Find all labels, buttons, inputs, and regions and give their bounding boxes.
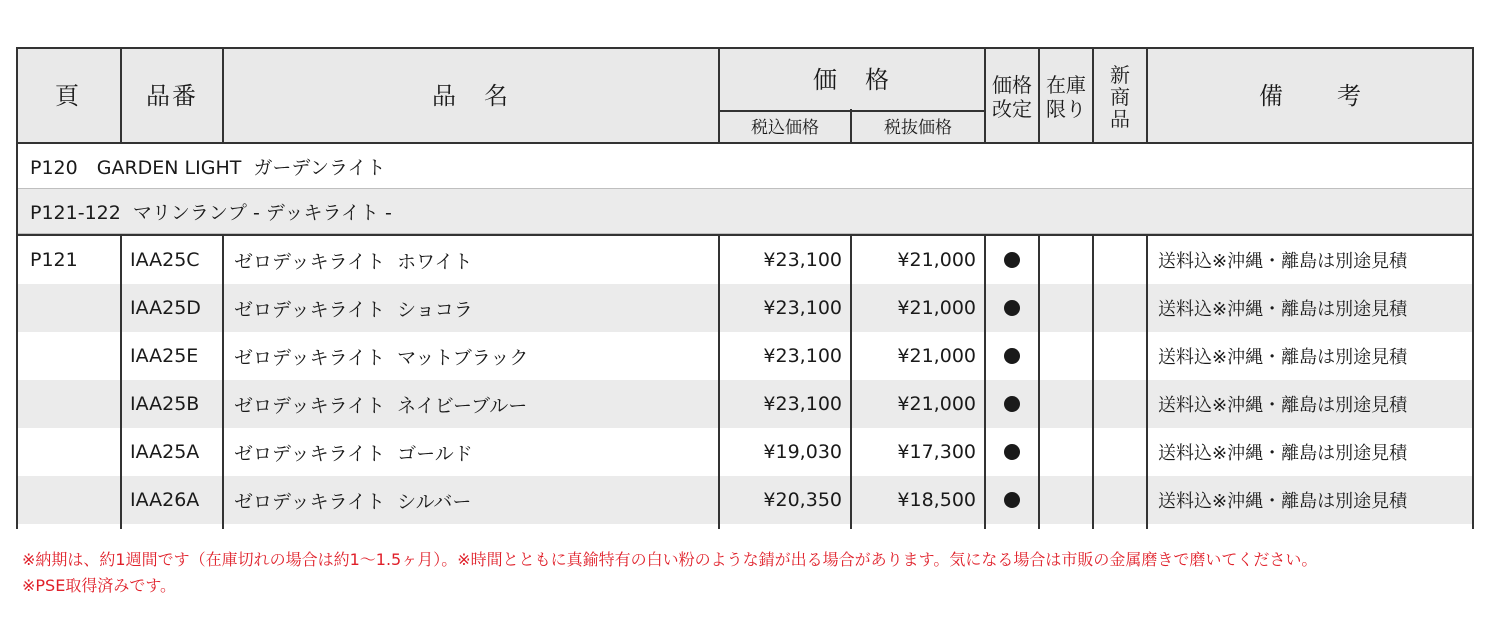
footnote-delivery: ※納期は、約1週間です（在庫切れの場合は約1〜1.5ヶ月）。※時間とともに真鍮特有の白い粉のような錆が出る場合があります。気になる場合は市販の金属磨きで磨いてください。	[22, 550, 1318, 569]
cell-name: ゼロデッキライト ショコラ	[234, 298, 473, 321]
section-marine-lamp	[16, 189, 1474, 234]
vline	[1146, 235, 1148, 529]
section-garden-light-label: P120 GARDEN LIGHT ガーデンライト	[30, 156, 386, 179]
vline	[850, 109, 852, 144]
section-bottom-rule	[16, 234, 1474, 236]
header-name	[224, 49, 718, 144]
header-price	[720, 49, 984, 111]
price-divider	[720, 110, 984, 112]
footnotes	[22, 547, 1317, 599]
section-garden-light	[16, 144, 1474, 189]
cell-tax-in: ¥23,100	[763, 249, 842, 271]
table-row	[16, 428, 1474, 476]
cell-page: P121	[30, 249, 78, 271]
cell-code: IAA25C	[130, 249, 200, 271]
cell-remarks: 送料込※沖縄・離島は別途見積	[1158, 395, 1408, 416]
header-page-label: 頁	[55, 82, 81, 111]
cell-remarks: 送料込※沖縄・離島は別途見積	[1158, 299, 1408, 320]
vline	[1092, 47, 1094, 144]
header-tax-ex-label: 税抜価格	[884, 117, 952, 138]
table-row	[16, 236, 1474, 284]
cell-code: IAA25A	[130, 441, 200, 463]
header-revised-line2: 改定	[992, 96, 1032, 121]
cell-tax-in: ¥23,100	[763, 345, 842, 367]
cell-remarks: 送料込※沖縄・離島は別途見積	[1158, 251, 1408, 272]
header-stock-line2: 限り	[1046, 96, 1086, 121]
header-stock	[1040, 49, 1092, 144]
cell-revised	[986, 380, 1038, 428]
table-header	[16, 47, 1474, 144]
header-new-line2: 商	[1110, 84, 1130, 109]
header-tax-in	[720, 112, 850, 144]
vline	[1472, 47, 1474, 144]
vline	[16, 144, 18, 235]
cell-tax-in: ¥20,350	[763, 489, 842, 511]
header-code-label: 品番	[146, 82, 198, 111]
table-row	[16, 284, 1474, 332]
header-stock-line1: 在庫	[1046, 72, 1086, 97]
revised-dot-icon	[1004, 492, 1020, 508]
cell-page	[30, 332, 118, 380]
vline	[222, 47, 224, 144]
vline	[850, 235, 852, 529]
cell-name: ゼロデッキライト ホワイト	[234, 250, 473, 273]
cell-tax-ex: ¥17,300	[897, 441, 976, 463]
cell-tax-ex: ¥21,000	[897, 345, 976, 367]
table-row	[16, 476, 1474, 524]
header-tax-ex	[852, 112, 984, 144]
cell-tax-ex: ¥21,000	[897, 393, 976, 415]
cell-remarks: 送料込※沖縄・離島は別途見積	[1158, 443, 1408, 464]
cell-name: ゼロデッキライト マットブラック	[234, 346, 529, 369]
vline	[1472, 235, 1474, 529]
vline	[1146, 47, 1148, 144]
cell-tax-ex: ¥21,000	[897, 249, 976, 271]
cell-name: ゼロデッキライト ゴールド	[234, 442, 473, 465]
vline	[984, 235, 986, 529]
header-new	[1094, 49, 1146, 144]
section-marine-lamp-label: P121-122 マリンランプ - デッキライト -	[30, 201, 392, 224]
vline	[120, 47, 122, 144]
header-name-label: 品 名	[432, 82, 510, 111]
revised-dot-icon	[1004, 300, 1020, 316]
header-new-line1: 新	[1110, 62, 1130, 87]
header-revised-line1: 価格	[992, 72, 1032, 97]
header-code	[122, 49, 222, 144]
cell-revised	[986, 284, 1038, 332]
vline	[718, 235, 720, 529]
vline	[222, 235, 224, 529]
vline	[120, 235, 122, 529]
cell-tax-in: ¥19,030	[763, 441, 842, 463]
table-row	[16, 380, 1474, 428]
vline	[1038, 235, 1040, 529]
revised-dot-icon	[1004, 444, 1020, 460]
cell-page	[30, 428, 118, 476]
cell-tax-in: ¥23,100	[763, 393, 842, 415]
header-page	[16, 49, 120, 144]
header-remarks-label: 備 考	[1259, 82, 1363, 111]
vline	[718, 47, 720, 144]
header-price-label: 価 格	[813, 65, 891, 94]
vline	[1472, 144, 1474, 235]
footnote-pse: ※PSE取得済みです。	[22, 576, 177, 595]
vline	[16, 47, 18, 144]
cell-name: ゼロデッキライト シルバー	[234, 490, 472, 513]
price-table	[16, 47, 1474, 529]
cell-revised	[986, 332, 1038, 380]
revised-dot-icon	[1004, 252, 1020, 268]
cell-revised	[986, 428, 1038, 476]
cell-tax-in: ¥23,100	[763, 297, 842, 319]
cell-remarks: 送料込※沖縄・離島は別途見積	[1158, 491, 1408, 512]
cell-page	[30, 380, 118, 428]
table-row	[16, 332, 1474, 380]
cell-name: ゼロデッキライト ネイビーブルー	[234, 394, 528, 417]
header-revised	[986, 49, 1038, 144]
vline	[1038, 47, 1040, 144]
cell-revised	[986, 476, 1038, 524]
cell-page	[30, 476, 118, 524]
revised-dot-icon	[1004, 348, 1020, 364]
cell-code: IAA25B	[130, 393, 200, 415]
cell-code: IAA25D	[130, 297, 201, 319]
cell-code: IAA26A	[130, 489, 200, 511]
header-new-line3: 品	[1110, 106, 1130, 131]
vline	[984, 47, 986, 144]
vline	[16, 235, 18, 529]
revised-dot-icon	[1004, 396, 1020, 412]
cell-page	[30, 284, 118, 332]
cell-revised	[986, 236, 1038, 284]
cell-code: IAA25E	[130, 345, 199, 367]
cell-remarks: 送料込※沖縄・離島は別途見積	[1158, 347, 1408, 368]
vline	[1092, 235, 1094, 529]
header-tax-in-label: 税込価格	[751, 117, 819, 138]
header-remarks	[1148, 49, 1474, 144]
cell-tax-ex: ¥21,000	[897, 297, 976, 319]
cell-tax-ex: ¥18,500	[897, 489, 976, 511]
